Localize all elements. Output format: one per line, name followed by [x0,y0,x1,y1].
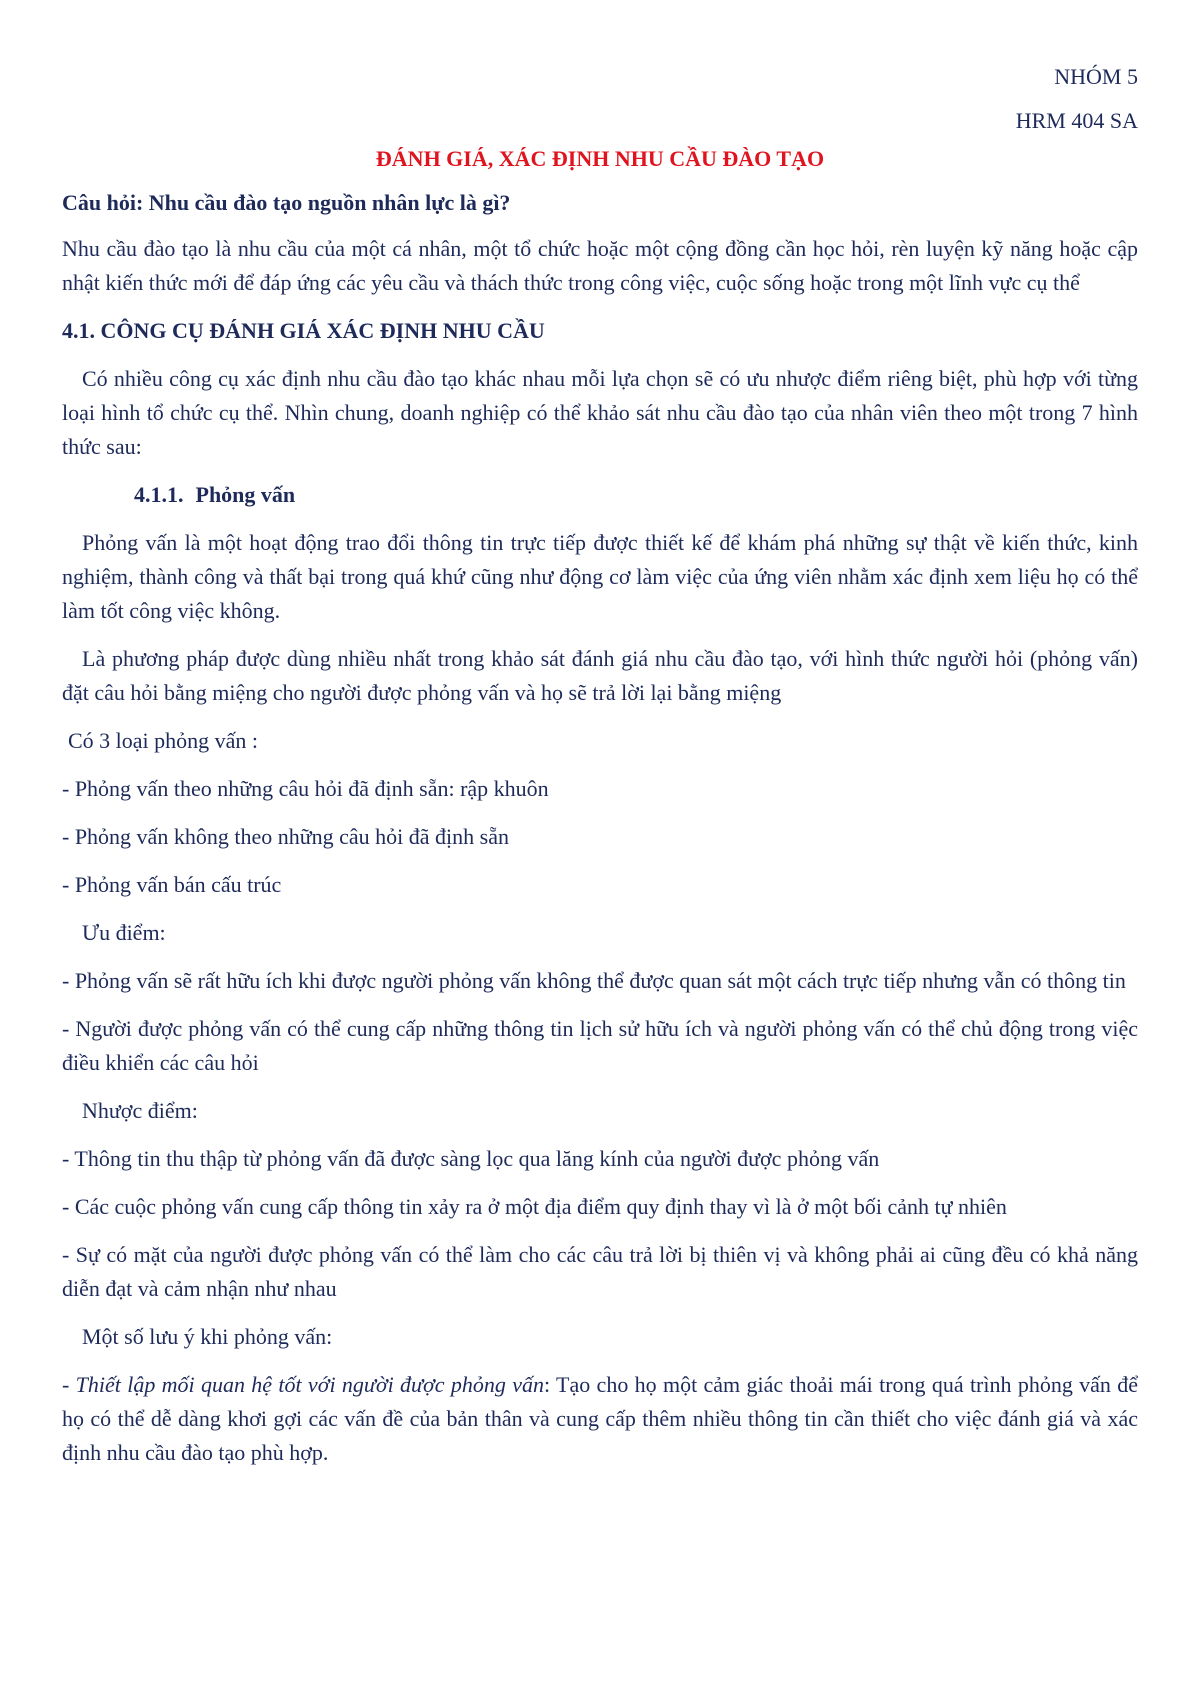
list-item: - Phỏng vấn sẽ rất hữu ích khi được người phỏng vấn không thể được quan sát một cách trực tiếp nhưng vẫn có thông tin [62,968,1126,993]
section-intro-paragraph: Có nhiều công cụ xác định nhu cầu đào tạo khác nhau mỗi lựa chọn sẽ có ưu nhược điểm riêng biệt, phù hợp với từng loại hình tổ chức cụ thể. Nhìn chung, doanh nghiệp có thể khảo sát nhu cầu đào tạo của nhân viên theo một trong 7 hình thức sau: [62,366,1138,459]
subsection-heading [62,478,1138,512]
list-item: - Phỏng vấn bán cấu trúc [62,872,282,897]
list-item: - Thông tin thu thập từ phỏng vấn đã được sàng lọc qua lăng kính của người được phỏng vấn [62,1146,880,1171]
subsection-number: 4.1.1. [134,482,184,507]
section-heading: 4.1. CÔNG CỤ ĐÁNH GIÁ XÁC ĐỊNH NHU CẦU [62,318,545,343]
document-title: ĐÁNH GIÁ, XÁC ĐỊNH NHU CẦU ĐÀO TẠO [375,146,825,171]
list-item: - Các cuộc phỏng vấn cung cấp thông tin xảy ra ở một địa điểm quy định thay vì là ở một bối cảnh tự nhiên [62,1194,1007,1219]
question-heading: Câu hỏi: Nhu cầu đào tạo nguồn nhân lực là gì? [62,190,511,215]
list-item: - Phỏng vấn không theo những câu hỏi đã định sẵn [62,824,509,849]
cons-label: Nhược điểm: [82,1098,198,1123]
interview-types-label: Có 3 loại phỏng vấn : [68,728,259,753]
list-item: - Sự có mặt của người được phỏng vấn có thể làm cho các câu trả lời bị thiên vị và không phải ai cũng đều có khả năng diễn đạt và cảm nhận như nhau [62,1242,1138,1301]
list-item: - Phỏng vấn theo những câu hỏi đã định sẵn: rập khuôn [62,776,549,801]
notes-label: Một số lưu ý khi phỏng vấn: [82,1324,333,1349]
subsection-title: Phỏng vấn [195,482,296,507]
course-code: HRM 404 SA [1015,108,1138,133]
pros-label: Ưu điểm: [82,920,166,945]
group-label: NHÓM 5 [1054,64,1138,89]
note-item [62,1368,1138,1470]
note-body: : Tạo cho họ một cảm giác thoải mái trong quá trình phỏng vấn để họ có thể dễ dàng khơi gợi các vấn đề của bản thân và cung cấp thêm nhiều thông tin cần thiết cho việc đánh giá và xác định nhu cầu đào tạo phù hợp. [62,1372,1138,1465]
interview-method-paragraph: Là phương pháp được dùng nhiều nhất trong khảo sát đánh giá nhu cầu đào tạo, với hình thức người hỏi (phỏng vấn) đặt câu hỏi bằng miệng cho người được phỏng vấn và họ sẽ trả lời lại bằng miệng [62,646,1138,705]
interview-definition-paragraph: Phỏng vấn là một hoạt động trao đổi thông tin trực tiếp được thiết kế để khám phá những sự thật về kiến thức, kinh nghiệm, thành công và thất bại trong quá khứ cũng như động cơ làm việc của ứng viên nhằm xác định xem liệu họ có thể làm tốt công việc không. [62,530,1138,623]
list-item: - Người được phỏng vấn có thể cung cấp những thông tin lịch sử hữu ích và người phỏng vấn có thể chủ động trong việc điều khiển các câu hỏi [62,1016,1138,1075]
answer-paragraph: Nhu cầu đào tạo là nhu cầu của một cá nhân, một tổ chức hoặc một cộng đồng cần học hỏi, rèn luyện kỹ năng hoặc cập nhật kiến thức mới để đáp ứng các yêu cầu và thách thức trong công việc, cuộc sống hoặc trong một lĩnh vực cụ thể [62,236,1138,295]
note-emphasis: Thiết lập mối quan hệ tốt với người được phỏng vấn [75,1372,544,1397]
note-prefix: - [62,1372,76,1397]
